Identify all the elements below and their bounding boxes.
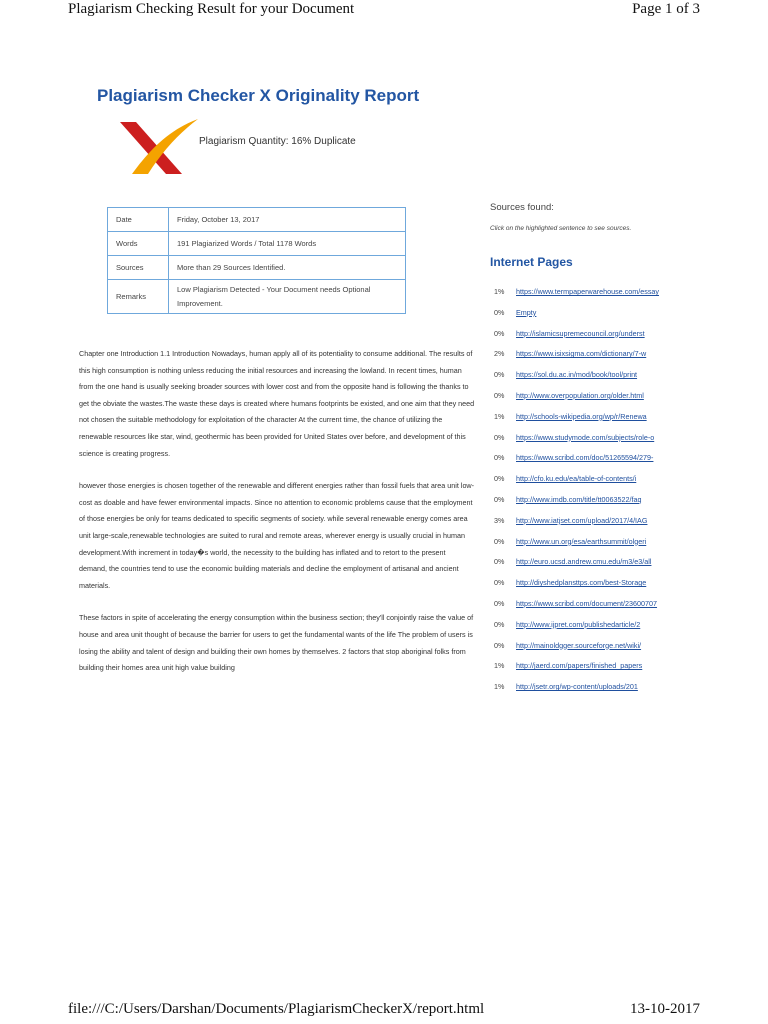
source-percent: 0% <box>494 557 505 567</box>
source-row <box>490 308 730 329</box>
body-paragraph: however those energies is chosen together of the renewable and different energies rather than fossil fuels that area unit low-cost as doable and have fewer environmental impacts. Since no attention to economic problems cause that the employment of those energies be only for teams dedicated to specific segments of society. while several renewable energy comes area unit large-scale,renewable technologies are suited to rural and remote areas, wherever energy is usually crucial in human development.With increment in today�s world, the necessity to the building has inflated and to retort to the present demand, the countries tend to use the economic building materials and decline the employment of artisanal and ancient materials. <box>79 481 475 590</box>
source-row <box>490 391 730 412</box>
source-row <box>490 412 730 433</box>
document-body <box>79 346 475 693</box>
source-link[interactable]: http://islamicsupremecouncil.org/underst <box>516 328 645 338</box>
source-link[interactable]: http://euro.ucsd.andrew.cmu.edu/m3/e3/all <box>516 557 652 567</box>
source-row <box>490 599 730 620</box>
source-percent: 0% <box>494 453 505 463</box>
source-percent: 1% <box>494 411 505 421</box>
source-link[interactable]: http://jsetr.org/wp-content/uploads/201 <box>516 682 638 692</box>
source-link[interactable]: https://www.scribd.com/doc/51265594/279- <box>516 453 654 463</box>
info-label: Date <box>108 208 169 232</box>
source-link[interactable]: http://diyshedplansttps.com/best-Storage <box>516 578 647 588</box>
print-header-title: Plagiarism Checking Result for your Document <box>68 1 355 17</box>
source-percent: 0% <box>494 640 505 650</box>
source-percent: 0% <box>494 536 505 546</box>
internet-pages-heading: Internet Pages <box>490 255 573 269</box>
info-row-remarks <box>108 280 406 314</box>
info-label: Sources <box>108 256 169 280</box>
source-percent: 2% <box>494 349 505 359</box>
body-paragraph: Chapter one Introduction 1.1 Introduction Nowadays, human apply all of its potentiality to consume additional. The results of this high consumption is nothing unless reducing the initial resources and increasing the lowland. In recent times, human from the one hand is usually seeking broader sources with lower cost and from the opposite hand is following the thanks to get the obviate the wastes.The waste these days is created where humans footprints be existed, and one aim that they need not chosen the suitable methodology for exploitation of the character At the current time, the chance of utilizing the renewable resources like star, wind, geothermic has been provided for United States over before, and development of this science is creating progress. <box>79 349 475 458</box>
info-row-words <box>108 232 406 256</box>
info-label: Remarks <box>108 280 169 314</box>
source-link[interactable]: http://www.un.org/esa/earthsummit/olgeri <box>516 536 647 546</box>
source-link[interactable]: https://www.scribd.com/document/23600707 <box>516 598 658 608</box>
print-footer-path: file:///C:/Users/Darshan/Documents/PlagiarismCheckerX/report.html <box>68 1001 485 1017</box>
source-percent: 0% <box>494 328 505 338</box>
source-link[interactable]: https://www.studymode.com/subjects/role-o <box>516 432 655 442</box>
source-row <box>490 578 730 599</box>
source-link[interactable]: http://www.overpopulation.org/older.html <box>516 390 644 400</box>
source-percent: 0% <box>494 307 505 317</box>
source-row <box>490 370 730 391</box>
source-row <box>490 557 730 578</box>
source-percent: 3% <box>494 515 505 525</box>
source-row <box>490 433 730 454</box>
source-percent: 0% <box>494 474 505 484</box>
sources-found-label: Sources found: <box>490 202 554 213</box>
info-value: More than 29 Sources Identified. <box>169 256 406 280</box>
info-label: Words <box>108 232 169 256</box>
info-value: Friday, October 13, 2017 <box>169 208 406 232</box>
print-footer <box>0 1000 768 1024</box>
source-link[interactable]: https://www.termpaperwarehouse.com/essay <box>516 287 660 296</box>
source-percent: 0% <box>494 494 505 504</box>
source-percent: 1% <box>494 661 505 671</box>
plagiarism-checker-x-logo <box>118 116 200 178</box>
source-row <box>490 453 730 474</box>
source-percent: 0% <box>494 578 505 588</box>
source-percent: 0% <box>494 619 505 629</box>
source-list <box>490 287 730 703</box>
source-row <box>490 349 730 370</box>
source-link[interactable]: Empty <box>516 307 537 317</box>
source-link[interactable]: https://www.isixsigma.com/dictionary/7-w <box>516 349 647 359</box>
source-link[interactable]: https://sol.du.ac.in/mod/book/tool/print <box>516 370 638 380</box>
source-row <box>490 641 730 662</box>
source-row <box>490 661 730 682</box>
source-row <box>490 682 730 703</box>
source-percent: 1% <box>494 682 505 692</box>
info-value: 191 Plagiarized Words / Total 1178 Words <box>169 232 406 256</box>
print-header-page: Page 1 of 3 <box>632 1 700 17</box>
source-link[interactable]: http://www.imdb.com/title/tt0063522/faq <box>516 494 642 504</box>
source-row <box>490 329 730 350</box>
source-row <box>490 537 730 558</box>
sources-hint: Click on the highlighted sentence to see sources. <box>490 225 632 232</box>
source-row <box>490 287 730 308</box>
source-link[interactable]: http://jaerd.com/papers/finished_papers <box>516 661 643 671</box>
source-percent: 0% <box>494 432 505 442</box>
source-percent: 0% <box>494 370 505 380</box>
source-link[interactable]: http://www.iatjset.com/upload/2017/4/IAG <box>516 515 648 525</box>
info-row-date <box>108 208 406 232</box>
info-value: Low Plagiarism Detected - Your Document needs Optional Improvement. <box>169 280 406 314</box>
source-row <box>490 620 730 641</box>
source-percent: 0% <box>494 390 505 400</box>
source-row <box>490 495 730 516</box>
source-link[interactable]: http://www.ijpret.com/publishedarticle/2 <box>516 619 641 629</box>
report-title: Plagiarism Checker X Originality Report <box>97 86 420 105</box>
body-paragraph: These factors in spite of accelerating the energy consumption within the business section; they'll conjointly raise the value of house and area unit thought of because the barrier for users to get the fundamental wants of the life The problem of users is losing the ability and talent of design and building their own homes by themselves. 2 factors that stop aboriginal folks from building their homes area unit high value building <box>79 613 474 673</box>
source-link[interactable]: http://mainoldgger.sourceforge.net/wiki/ <box>516 640 642 650</box>
source-link[interactable]: http://schools-wikipedia.org/wp/r/Renewa <box>516 411 647 421</box>
source-link[interactable]: http://cfo.ku.edu/ea/table-of-contents/i <box>516 474 637 484</box>
print-footer-date: 13-10-2017 <box>630 1001 700 1017</box>
report-info-table <box>107 207 406 314</box>
source-percent: 1% <box>494 287 505 296</box>
source-row <box>490 474 730 495</box>
sources-panel <box>490 202 730 692</box>
info-row-sources <box>108 256 406 280</box>
source-row <box>490 516 730 537</box>
print-header <box>0 0 768 24</box>
plagiarism-quantity: Plagiarism Quantity: 16% Duplicate <box>199 136 356 147</box>
source-percent: 0% <box>494 598 505 608</box>
